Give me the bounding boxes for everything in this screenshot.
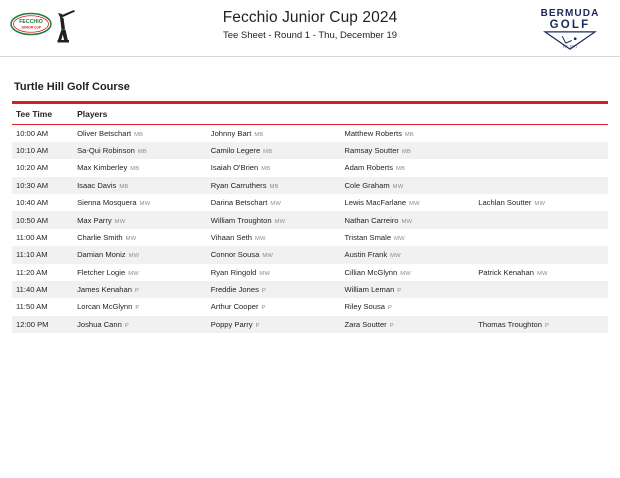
tee-time-value: 11:10 AM	[16, 250, 48, 260]
tee-time-value: 11:40 AM	[16, 285, 48, 295]
player-flight-tag: MW	[128, 270, 139, 277]
tee-time-value: 11:00 AM	[16, 232, 48, 242]
player-cell	[341, 246, 475, 263]
player-flight-tag: MB	[401, 149, 412, 156]
column-header-spacer-4	[474, 104, 608, 125]
tee-time-cell	[12, 281, 73, 298]
player-flight-tag: P	[255, 322, 260, 329]
player-cell	[207, 316, 341, 333]
tee-time-value: 10:10 AM	[16, 146, 49, 156]
player-flight-tag: MW	[401, 218, 413, 225]
table-row	[12, 281, 608, 298]
player-name: Poppy Parry	[210, 319, 253, 329]
tee-time-cell	[12, 211, 73, 228]
column-header-spacer-3	[341, 104, 475, 125]
player-cell	[207, 229, 341, 246]
player-name: Cillian McGlynn	[344, 267, 398, 277]
player-cell	[341, 264, 475, 281]
player-cell	[341, 229, 475, 246]
player-cell	[207, 124, 341, 142]
player-name: William Leman	[344, 285, 395, 295]
player-cell	[207, 298, 341, 315]
table-row	[12, 194, 608, 211]
player-cell	[73, 124, 207, 142]
tee-time-cell	[12, 298, 73, 315]
player-cell	[341, 316, 475, 333]
player-name: Sienna Mosquera	[77, 198, 137, 208]
tee-time-value: 10:20 AM	[16, 163, 49, 173]
player-flight-tag: P	[261, 305, 266, 312]
player-cell	[207, 159, 341, 176]
svg-text:FECCHIO: FECCHIO	[19, 19, 43, 25]
player-name: William Troughton	[210, 215, 272, 225]
player-cell	[207, 142, 341, 159]
player-cell	[474, 124, 608, 142]
player-name: Cole Graham	[344, 180, 390, 190]
player-name: Max Parry	[77, 215, 112, 225]
tee-time-cell	[12, 246, 73, 263]
player-name: Sa-Qui Robinson	[77, 146, 135, 156]
table-row	[12, 316, 608, 333]
player-flight-tag: P	[397, 288, 402, 295]
player-name: Lewis MacFarlane	[344, 198, 407, 208]
table-row	[12, 159, 608, 176]
player-cell	[341, 281, 475, 298]
player-flight-tag: P	[261, 288, 266, 295]
bermuda-golf-crest-icon	[530, 31, 610, 50]
player-cell	[73, 264, 207, 281]
tee-time-cell	[12, 177, 73, 194]
column-header-spacer-2	[207, 104, 341, 125]
player-name: Johnny Bart	[210, 128, 252, 138]
player-flight-tag: P	[544, 322, 550, 329]
player-name: Lorcan McGlynn	[77, 302, 133, 312]
player-cell	[341, 177, 475, 194]
tee-time-value: 11:50 AM	[16, 302, 48, 312]
player-name: Arthur Cooper	[210, 302, 259, 312]
tee-time-value: 11:20 AM	[16, 267, 48, 277]
player-name: Riley Sousa	[344, 302, 386, 312]
table-row	[12, 142, 608, 159]
player-flight-tag: MW	[392, 183, 404, 190]
player-cell	[73, 229, 207, 246]
player-flight-tag: MW	[259, 270, 271, 277]
tee-time-value: 10:00 AM	[16, 128, 49, 138]
player-cell	[73, 211, 207, 228]
player-cell	[341, 142, 475, 159]
tee-time-cell	[12, 194, 73, 211]
player-flight-tag: MW	[400, 270, 411, 277]
player-flight-tag: MB	[134, 131, 144, 138]
player-cell	[207, 281, 341, 298]
player-name: Damian Moniz	[77, 250, 126, 260]
player-name: Isaac Davis	[77, 180, 117, 190]
player-cell	[341, 194, 475, 211]
player-cell	[474, 211, 608, 228]
column-header-tee-time: Tee Time	[12, 104, 73, 125]
player-flight-tag: MW	[139, 201, 151, 208]
player-name: Ramsay Soutter	[344, 146, 399, 156]
player-cell	[207, 177, 341, 194]
player-name: Oliver Betschart	[77, 128, 132, 138]
player-flight-tag: P	[135, 305, 140, 312]
player-name: Adam Roberts	[344, 163, 394, 173]
player-flight-tag: MW	[255, 235, 266, 242]
player-flight-tag: MB	[137, 149, 148, 156]
player-cell	[73, 316, 207, 333]
player-name: Connor Sousa	[210, 250, 260, 260]
player-flight-tag: MW	[274, 218, 286, 225]
player-cell	[474, 194, 608, 211]
player-name: Austin Frank	[344, 250, 388, 260]
player-flight-tag: MB	[396, 166, 406, 173]
player-cell	[474, 298, 608, 315]
player-name: Joshua Cann	[77, 319, 122, 329]
player-flight-tag: MB	[269, 183, 279, 190]
column-header-players: Players	[73, 104, 207, 125]
player-flight-tag: MB	[254, 131, 264, 138]
player-cell	[73, 194, 207, 211]
tee-time-value: 10:50 AM	[16, 215, 49, 225]
player-cell	[341, 211, 475, 228]
player-cell	[341, 159, 475, 176]
player-cell	[341, 124, 475, 142]
tee-time-value: 10:30 AM	[16, 180, 49, 190]
player-cell	[474, 264, 608, 281]
tee-time-cell	[12, 264, 73, 281]
player-flight-tag: MB	[261, 166, 271, 173]
title-block	[0, 8, 620, 42]
table-header-row	[12, 104, 608, 125]
table-row	[12, 298, 608, 315]
player-name: Max Kimberley	[77, 163, 128, 173]
player-name: Lachlan Soutter	[478, 198, 532, 208]
player-cell	[207, 246, 341, 263]
player-cell	[73, 246, 207, 263]
table-row	[12, 177, 608, 194]
svg-text:est. 1971: est. 1971	[562, 44, 578, 49]
page-subtitle: Tee Sheet - Round 1 - Thu, December 19	[222, 30, 398, 41]
player-cell	[474, 142, 608, 159]
player-flight-tag: MW	[128, 253, 140, 260]
player-flight-tag: MB	[130, 166, 140, 173]
player-name: Charlie Smith	[77, 232, 123, 242]
table-row	[12, 124, 608, 142]
course-name: Turtle Hill Golf Course	[14, 81, 130, 93]
bermuda-golf-logo	[530, 8, 610, 50]
player-cell	[207, 211, 341, 228]
svg-text:JUNIOR CUP: JUNIOR CUP	[20, 25, 42, 30]
player-cell	[474, 281, 608, 298]
player-name: Matthew Roberts	[344, 128, 402, 138]
table-row	[12, 246, 608, 263]
player-name: Zara Soutter	[344, 319, 387, 329]
player-flight-tag: MW	[262, 253, 274, 260]
tee-time-value: 12:00 PM	[16, 319, 49, 329]
bermuda-golf-logo-line1: BERMUDA	[540, 8, 600, 19]
player-name: Ryan Carruthers	[210, 180, 267, 190]
player-name: Freddie Jones	[210, 285, 259, 295]
player-flight-tag: MW	[114, 218, 126, 225]
player-flight-tag: MB	[404, 131, 415, 138]
player-cell	[73, 298, 207, 315]
player-name: Camilo Legere	[210, 146, 261, 156]
tee-time-cell	[12, 316, 73, 333]
tee-sheet-table	[12, 104, 608, 334]
player-flight-tag: MW	[534, 201, 546, 208]
player-flight-tag: MW	[536, 270, 548, 277]
tee-time-cell	[12, 159, 73, 176]
player-name: Vihaan Seth	[210, 232, 253, 242]
player-name: Tristan Smale	[344, 232, 392, 242]
player-cell	[474, 316, 608, 333]
player-flight-tag: MW	[390, 253, 401, 260]
player-cell	[73, 281, 207, 298]
player-name: Nathan Carreiro	[344, 215, 399, 225]
player-flight-tag: P	[124, 322, 129, 329]
table-row	[12, 229, 608, 246]
tee-time-cell	[12, 229, 73, 246]
player-name: Fletcher Logie	[77, 267, 126, 277]
tee-time-cell	[12, 124, 73, 142]
player-cell	[474, 246, 608, 263]
player-flight-tag: MW	[125, 235, 137, 242]
player-name: Ryan Ringold	[210, 267, 257, 277]
player-cell	[474, 177, 608, 194]
player-cell	[73, 142, 207, 159]
player-cell	[73, 159, 207, 176]
player-flight-tag: MB	[263, 149, 273, 156]
tee-time-value: 10:40 AM	[16, 198, 49, 208]
tee-time-cell	[12, 142, 73, 159]
player-cell	[73, 177, 207, 194]
player-flight-tag: MW	[270, 201, 282, 208]
player-name: Darina Betschart	[210, 198, 268, 208]
page-title: Fecchio Junior Cup 2024	[222, 9, 398, 26]
player-flight-tag: MB	[119, 183, 129, 190]
table-row	[12, 211, 608, 228]
bermuda-golf-logo-line2: GOLF	[549, 19, 591, 31]
table-row	[12, 264, 608, 281]
player-cell	[341, 298, 475, 315]
sheet-body	[0, 57, 620, 333]
player-name: Thomas Troughton	[478, 319, 542, 329]
player-flight-tag: P	[388, 305, 393, 312]
player-flight-tag: MW	[394, 235, 405, 242]
page-header	[0, 0, 620, 57]
player-cell	[474, 159, 608, 176]
player-name: James Kenahan	[77, 285, 132, 295]
player-flight-tag: P	[134, 288, 140, 295]
player-cell	[207, 264, 341, 281]
player-name: Isaiah O'Brien	[210, 163, 259, 173]
player-cell	[474, 229, 608, 246]
player-name: Patrick Kenahan	[478, 267, 534, 277]
player-cell	[207, 194, 341, 211]
player-flight-tag: P	[389, 322, 394, 329]
player-flight-tag: MW	[409, 201, 420, 208]
